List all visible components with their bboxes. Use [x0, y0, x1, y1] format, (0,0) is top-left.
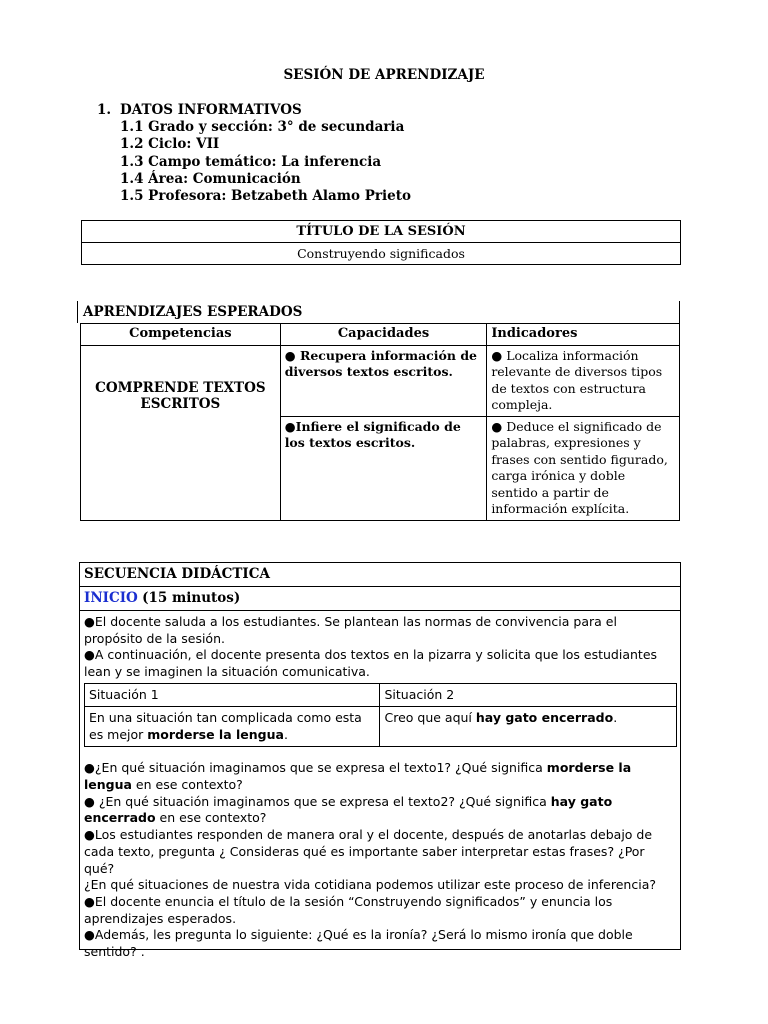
text-span: en ese contexto? — [131, 777, 243, 793]
datos-item-profesora: 1.5 Profesora: Betzabeth Alamo Prieto — [120, 188, 411, 205]
text-span: En una situación tan complicada como esta es mejor — [89, 710, 362, 742]
secuencia-heading: SECUENCIA DIDÁCTICA — [80, 563, 680, 587]
text-span: . — [283, 726, 288, 742]
paragraph: ●Además, les pregunta lo siguiente: ¿Qué es la ironía? ¿Será lo mismo ironía que doble sentido? . — [84, 927, 633, 960]
paragraph: ●A continuación, el docente presenta dos textos en la pizarra y solicita que los estudiantes lean y se imaginen la situación comunicativa. — [84, 647, 658, 680]
bold-phrase: morderse la lengua — [147, 726, 284, 742]
text-span: ●¿En qué situación imaginamos que se expresa el texto1? ¿Qué significa — [84, 760, 547, 776]
col-header-indicadores: Indicadores — [487, 324, 680, 346]
paragraph: ●Los estudiantes responden de manera oral y el docente, después de anotarlas debajo de cada texto, pregunta ¿ Consideras qué es importante saber interpretar estas frases? ¿Por qué? — [84, 827, 653, 876]
datos-heading: DATOS INFORMATIVOS — [120, 102, 302, 118]
col-header-competencias: Competencias — [81, 324, 281, 346]
competencia-cell: COMPRENDE TEXTOS ESCRITOS — [81, 345, 281, 520]
question-1 — [84, 760, 676, 793]
question-2 — [84, 794, 676, 827]
titulo-sesion-heading: TÍTULO DE LA SESIÓN — [82, 221, 681, 243]
inicio-label: INICIO — [84, 590, 138, 606]
aprendizajes-heading: APRENDIZAJES ESPERADOS — [77, 301, 680, 323]
bold-phrase: morderse la lengua — [84, 760, 632, 793]
capacidad-cell: ● Recupera información de diversos textos escritos. — [280, 345, 487, 416]
document-title: SESIÓN DE APRENDIZAJE — [283, 67, 485, 83]
bold-phrase: hay gato encerrado — [475, 710, 614, 726]
situacion-2-label: Situación 2 — [380, 683, 677, 707]
datos-item-campo: 1.3 Campo temático: La inferencia — [120, 153, 382, 170]
situacion-2-text — [380, 707, 677, 747]
situacion-1-label: Situación 1 — [85, 683, 380, 707]
inicio-time: (15 minutos) — [142, 590, 241, 606]
aprendizajes-table — [80, 323, 680, 521]
datos-item-ciclo: 1.2 Ciclo: VII — [120, 136, 220, 153]
datos-item-area: 1.4 Área: Comunicación — [120, 170, 301, 187]
datos-heading-line — [97, 102, 411, 119]
situaciones-table — [84, 683, 677, 748]
text-span: en ese contexto? — [155, 810, 267, 826]
inicio-content — [80, 611, 680, 964]
paragraph: ●El docente saluda a los estudiantes. Se plantean las normas de convivencia para el propósito de la sesión. — [84, 614, 617, 646]
capacidad-cell: ●Infiere el significado de los textos escritos. — [280, 416, 487, 520]
text-span: ● ¿En qué situación imaginamos que se expresa el texto2? ¿Qué significa — [84, 793, 551, 809]
text-span: . — [613, 710, 618, 726]
datos-item-grado: 1.1 Grado y sección: 3° de secundaria — [120, 119, 405, 136]
text-span: Creo que aquí — [384, 710, 476, 726]
titulo-sesion-table — [81, 220, 681, 265]
paragraph: ●El docente enuncia el título de la sesión “Construyendo significados” y enuncia los aprendizajes esperados. — [84, 893, 613, 926]
titulo-sesion-value: Construyendo significados — [82, 243, 681, 265]
datos-informativos — [97, 102, 411, 205]
secuencia-didactica — [79, 562, 681, 960]
inicio-heading — [80, 587, 680, 611]
datos-number: 1. — [97, 102, 112, 118]
bold-phrase: hay gato encerrado — [84, 793, 613, 826]
paragraph: ¿En qué situaciones de nuestra vida cotidiana podemos utilizar este proceso de inferencia? — [84, 877, 656, 893]
indicador-cell: ● Localiza información relevante de diversos tipos de textos con estructura compleja. — [487, 345, 680, 416]
indicador-cell: ● Deduce el significado de palabras, expresiones y frases con sentido figurado, carga irónica y doble sentido a partir de información explícita. — [487, 416, 680, 520]
col-header-capacidades: Capacidades — [280, 324, 487, 346]
situacion-1-text — [85, 707, 380, 747]
